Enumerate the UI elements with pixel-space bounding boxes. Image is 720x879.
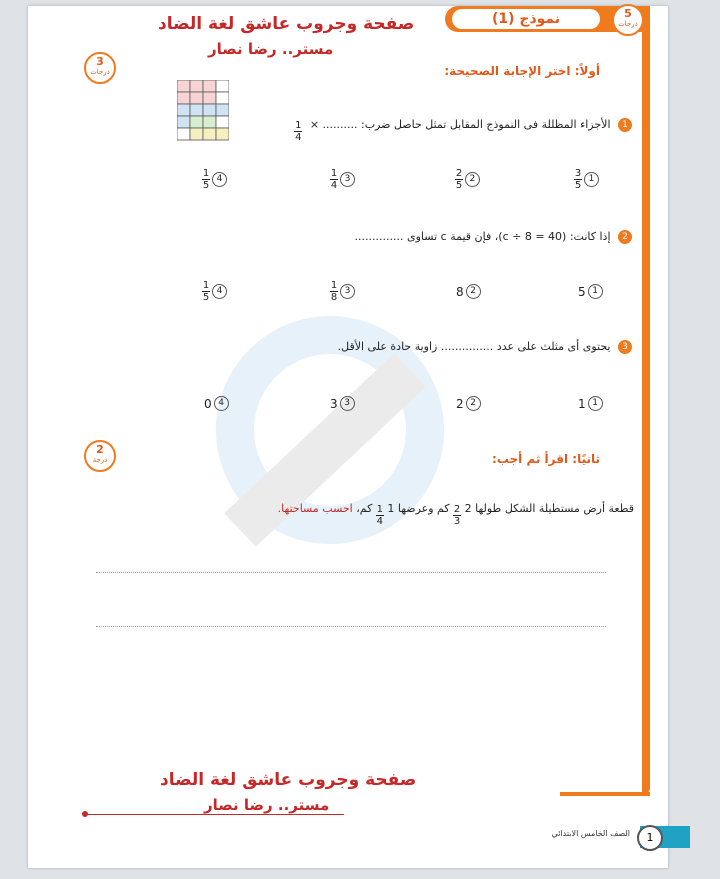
q1-opt2-circle: 2 [465,172,480,187]
question-2-number: 2 [618,230,632,244]
total-score-word: درجات [618,20,638,28]
q1-opt1-den: 5 [574,180,582,191]
section1-score-badge [84,52,116,84]
q1-option-3[interactable] [330,168,355,191]
q2-opt2-circle: 2 [466,284,481,299]
q1-opt4-circle: 4 [212,172,227,187]
q1-opt4-den: 5 [202,180,210,191]
page-number: 1 [637,825,663,851]
q2-option-3[interactable] [330,280,355,303]
q2-opt1-circle: 1 [588,284,603,299]
question-1-given-num: 1 [295,120,302,131]
q3-opt2-value: 2 [456,396,464,411]
q3-option-1[interactable] [578,396,603,411]
q1-opt4-num: 1 [202,168,210,179]
problem-ask: احسب مساحتها. [277,502,353,515]
q1-option-2[interactable] [455,168,480,191]
total-score-badge [612,4,644,36]
q3-option-2[interactable] [456,396,481,411]
question-1-number: 1 [618,118,632,132]
answer-line-1[interactable] [96,572,606,573]
q2-opt3-den: 8 [330,292,338,303]
q3-opt4-circle: 4 [214,396,229,411]
q1-option-4[interactable] [202,168,227,191]
q2-opt3-num: 1 [330,280,338,291]
q2-option-4[interactable] [202,280,227,303]
q2-opt1-value: 5 [578,284,586,299]
q1-opt3-circle: 3 [340,172,355,187]
signature-line [84,814,344,815]
q2-opt4-num: 1 [202,280,210,291]
answer-line-2[interactable] [96,626,606,627]
q3-opt2-circle: 2 [466,396,481,411]
q1-opt1-num: 3 [574,168,582,179]
footer-author: مستر.. رضا نصار [204,796,330,814]
signature-dot [82,811,88,817]
problem-f2-num: 1 [376,504,384,515]
grade-label: الصف الخامس الابتدائي [551,829,630,838]
q3-opt1-circle: 1 [588,396,603,411]
orange-border-rail [642,24,650,794]
problem-statement [278,502,634,527]
question-1-given-fraction [294,120,302,143]
q3-opt3-circle: 3 [340,396,355,411]
section2-score-badge [84,440,116,472]
problem-part-b: كم وعرضها 1 [387,502,450,515]
section1-title: أولاً: اختر الإجابة الصحيحة: [444,64,600,78]
question-2 [355,230,632,244]
section1-score-word: درجات [90,68,110,76]
problem-f1-num: 2 [453,504,461,515]
problem-part-a: قطعة أرض مستطيلة الشكل طولها 2 [464,502,634,515]
question-3-text: يحتوى أى مثلث على عدد ............... زاوية حادة على الأقل. [337,340,611,353]
q1-opt2-num: 2 [455,168,463,179]
problem-part-c: كم، [356,502,373,515]
q3-option-4[interactable] [204,396,229,411]
question-3 [338,340,632,354]
question-2-text: إذا كانت: (40 = c ÷ 8)، فإن قيمة c تساوى .............. [354,230,611,243]
q3-opt4-value: 0 [204,396,212,411]
problem-f2-den: 4 [376,516,384,527]
model-label: نموذج (1) [491,11,561,27]
problem-fraction-1 [453,504,461,527]
question-1 [294,118,632,143]
q1-opt2-den: 5 [455,180,463,191]
site-title: صفحة وجروب عاشق لغة الضاد [158,14,415,34]
section2-title: ثانيًا: اقرأ ثم أجب: [492,452,600,466]
question-1-text: الأجزاء المظللة فى النموذج المقابل تمثل حاصل ضرب: .......... × [309,118,611,131]
q1-opt3-num: 1 [330,168,338,179]
total-score-number: 5 [624,7,632,20]
q3-opt3-value: 3 [330,396,338,411]
q2-option-2[interactable] [456,284,481,299]
q2-option-1[interactable] [578,284,603,299]
q3-opt1-value: 1 [578,396,586,411]
q1-opt1-circle: 1 [584,172,599,187]
q1-option-1[interactable] [574,168,599,191]
section2-score-number: 2 [96,443,104,456]
problem-f1-den: 3 [453,516,461,527]
shaded-grid-model [177,80,229,142]
q3-option-3[interactable] [330,396,355,411]
problem-fraction-2 [376,504,384,527]
q2-opt2-value: 8 [456,284,464,299]
q2-opt3-circle: 3 [340,284,355,299]
orange-border-bottom [560,792,650,796]
author-name: مستر.. رضا نصار [208,40,334,58]
q1-opt3-den: 4 [330,180,338,191]
section1-score-number: 3 [96,55,104,68]
q2-opt4-den: 5 [202,292,210,303]
question-3-number: 3 [618,340,632,354]
section2-score-word: درجة [92,456,108,464]
q2-opt4-circle: 4 [212,284,227,299]
footer-site-title: صفحة وجروب عاشق لغة الضاد [160,770,417,790]
question-1-given-den: 4 [295,132,302,143]
